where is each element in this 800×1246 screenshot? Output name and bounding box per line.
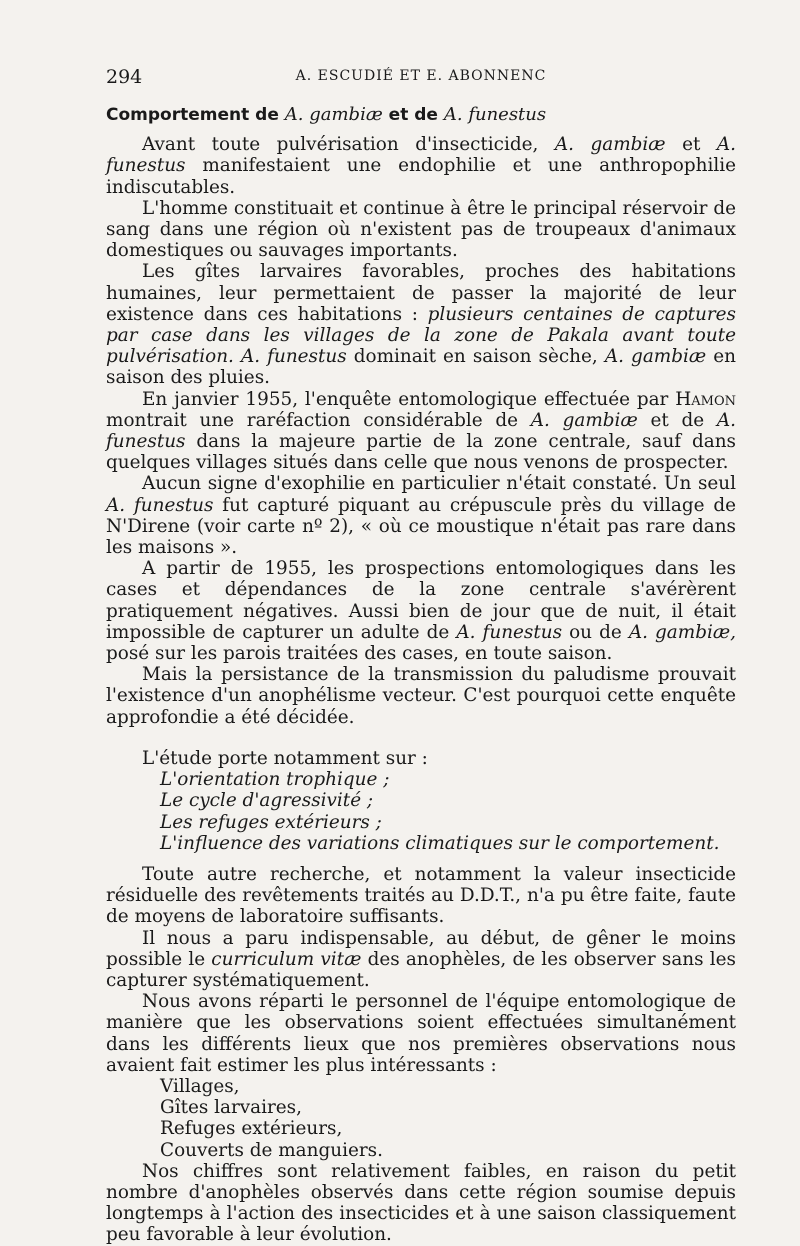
list-item: Les refuges extérieurs ;: [160, 811, 382, 833]
list-item: Couverts de manguiers.: [160, 1139, 383, 1161]
paragraph-11: Nous avons réparti le personnel de l'équipe entomologique de manière que les observations soient effectuées simultanément dans les différents lieux que nos premières observations nous avaient fait estimer les plus intéressants :: [106, 991, 736, 1076]
section-heading: Comportement de A. gambiæ et de A. funestus: [106, 104, 547, 125]
paragraph-5: Aucun signe d'exophilie en particulier n'était constaté. Un seul A. funestus fut capturé piquant au crépuscule près du village de N'Direne (voir carte nº 2), « où ce moustique n'était pas rare dans les maisons ».: [106, 473, 736, 559]
paragraph-6: A partir de 1955, les prospections entomologiques dans les cases et dépendances de la zone centrale s'avérèrent pratiquement négatives. Aussi bien de jour que de nuit, il était impossible de capturer un adulte de A. funestus ou de A. gambiæ, posé sur les parois traitées des cases, en toute saison.: [106, 558, 736, 665]
page-number: 294: [106, 66, 143, 88]
paragraph-12: Nos chiffres sont relativement faibles, en raison du petit nombre d'anophèles observés dans cette région soumise depuis longtemps à l'action des insecticides et à une saison classiquement peu favorable à leur évolution.: [106, 1160, 736, 1246]
list-item: L'orientation trophique ;: [160, 769, 390, 791]
paragraph-7: Mais la persistance de la transmission du paludisme prouvait l'existence d'un anophélisme vecteur. C'est pourquoi cette enquête approfondie a été décidée.: [106, 664, 736, 728]
list-item: Le cycle d'agressivité ;: [160, 790, 374, 812]
paragraph-1: Avant toute pulvérisation d'insecticide, A. gambiæ et A. funestus manifestaient une endophilie et une anthropophilie indiscutables.: [106, 134, 736, 198]
paragraph-4: En janvier 1955, l'enquête entomologique effectuée par Hamon montrait une raréfaction considérable de A. gambiæ et de A. funestus dans la majeure partie de la zone centrale, sauf dans quelques villages situés dans celle que nous venons de prospecter.: [106, 388, 736, 474]
list-item: Refuges extérieurs,: [160, 1118, 343, 1140]
running-authors: A. ESCUDIÉ ET E. ABONNENC: [295, 68, 547, 84]
list-item: L'influence des variations climatiques sur le comportement.: [160, 832, 720, 854]
paragraph-10: Il nous a paru indispensable, au début, de gêner le moins possible le curriculum vitæ des anophèles, de les observer sans les capturer systématiquement.: [106, 927, 736, 991]
study-list: [106, 769, 736, 854]
body-text: [106, 98, 736, 1246]
places-list: [106, 1076, 736, 1161]
list-item: Gîtes larvaires,: [160, 1097, 302, 1119]
paragraph-9: Toute autre recherche, et notamment la valeur insecticide résiduelle des revêtements traités au D.D.T., n'a pu être faite, faute de moyens de laboratoire suffisants.: [106, 863, 736, 928]
paragraph-2: L'homme constituait et continue à être le principal réservoir de sang dans une région où n'existent pas de troupeaux d'animaux domestiques ou sauvages importants.: [106, 197, 736, 262]
study-intro: L'étude porte notamment sur :: [142, 747, 428, 769]
list-item: Villages,: [160, 1075, 240, 1097]
paragraph-3: Les gîtes larvaires favorables, proches des habitations humaines, leur permettaient de passer la majorité de leur existence dans ces habitations : plusieurs centaines de captures par case dans les villages de la zone de Pakala avant toute pulvérisation. A. funestus dominait en saison sèche, A. gambiæ en saison des pluies.: [106, 261, 736, 389]
running-header: [106, 66, 736, 90]
